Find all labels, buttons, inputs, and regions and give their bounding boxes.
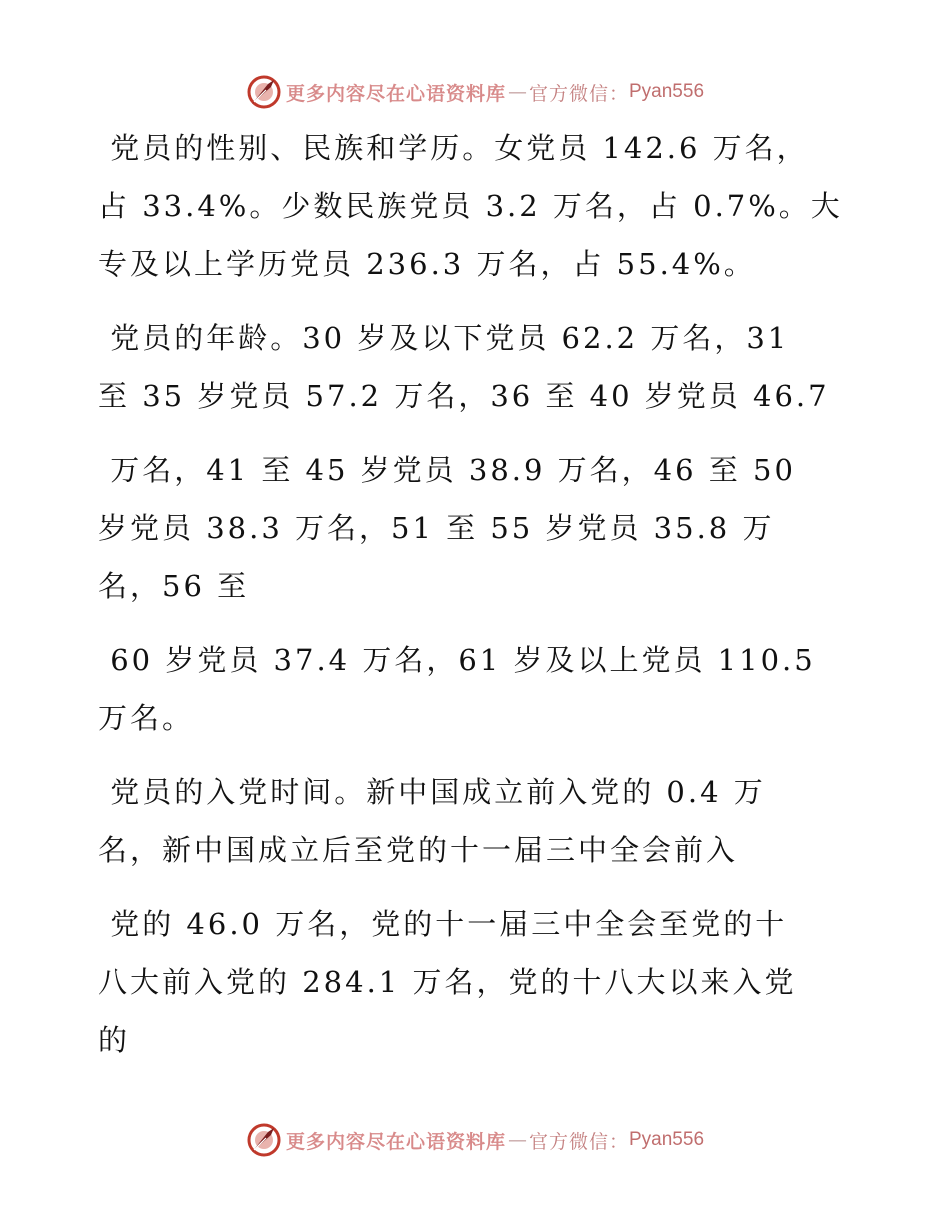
watermark-account-id: Pyan556	[629, 1129, 705, 1150]
text-line: 名，56 至	[98, 569, 250, 603]
text-line: 占 33.4%。少数民族党员 3.2 万名，占 0.7%。大	[98, 189, 843, 223]
text-line: 党的 46.0 万名，党的十一届三中全会至党的十	[98, 907, 788, 941]
text-line: 万名，41 至 45 岁党员 38.9 万名，46 至 50	[98, 453, 796, 487]
watermark-text: 更多内容尽在心语资料库	[285, 1130, 506, 1153]
text-line: 党员的入党时间。新中国成立前入党的 0.4 万	[98, 775, 766, 809]
text-line: 60 岁党员 37.4 万名，61 岁及以上党员 110.5	[98, 643, 816, 677]
text-line: 万名。	[98, 701, 195, 735]
watermark-dash: —	[507, 81, 527, 103]
watermark-footer	[0, 1120, 950, 1160]
text-line: 的	[98, 1023, 131, 1057]
text-line: 党员的性别、民族和学历。女党员 142.6 万名，	[98, 131, 809, 165]
watermark-dash: —	[507, 1129, 527, 1151]
quill-logo-icon	[246, 1122, 282, 1158]
watermark-text: 更多内容尽在心语资料库	[285, 82, 506, 105]
watermark-account-id: Pyan556	[629, 81, 705, 102]
text-line: 党员的年龄。30 岁及以下党员 62.2 万名，31	[98, 321, 790, 355]
text-line: 八大前入党的 284.1 万名，党的十八大以来入党	[98, 965, 797, 999]
text-line: 专及以上学历党员 236.3 万名，占 55.4%。	[98, 247, 756, 281]
text-line: 至 35 岁党员 57.2 万名，36 至 40 岁党员 46.7	[98, 379, 830, 413]
watermark-account-label: 官方微信：	[528, 82, 629, 105]
text-line: 名，新中国成立后至党的十一届三中全会前入	[98, 833, 739, 867]
watermark-account-label: 官方微信：	[528, 1130, 629, 1153]
text-line: 岁党员 38.3 万名，51 至 55 岁党员 35.8 万	[98, 511, 775, 545]
